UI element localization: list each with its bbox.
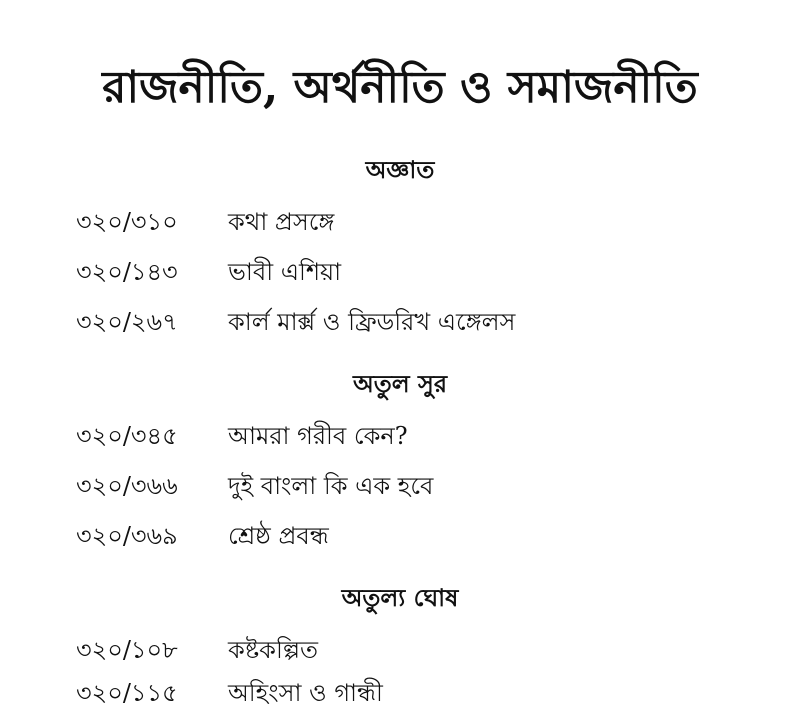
book-title: আমরা গরীব কেন? — [228, 422, 408, 450]
call-number: ৩২০/১১৫ — [76, 679, 178, 707]
page-title: রাজনীতি, অর্থনীতি ও সমাজনীতি — [102, 62, 698, 113]
list-item — [76, 469, 433, 503]
list-item — [76, 305, 515, 339]
call-number: ৩২০/১৪৩ — [76, 258, 178, 286]
call-number: ৩২০/৩৪৫ — [76, 422, 178, 450]
list-item — [76, 519, 329, 553]
book-title: অহিংসা ও গান্ধী — [228, 679, 383, 707]
list-item — [76, 633, 318, 667]
author-heading: অতুল্য ঘোষ — [341, 583, 459, 612]
book-title: কথা প্রসঙ্গে — [228, 208, 335, 236]
book-title: কার্ল মার্ক্স ও ফ্রিডরিখ এঙ্গেলস — [228, 308, 516, 336]
list-item — [76, 676, 383, 710]
list-item — [76, 255, 341, 289]
call-number: ৩২০/৩৬৯ — [76, 522, 178, 550]
call-number: ৩২০/১০৮ — [76, 636, 178, 664]
book-title: ভাবী এশিয়া — [228, 258, 342, 286]
author-heading: অতুল সুর — [352, 369, 448, 398]
call-number: ৩২০/২৬৭ — [76, 308, 178, 336]
author-heading: অজ্ঞাত — [365, 155, 435, 184]
list-item — [76, 419, 408, 453]
call-number: ৩২০/৩১০ — [76, 208, 178, 236]
book-title: দুই বাংলা কি এক হবে — [228, 472, 434, 500]
book-title: শ্রেষ্ঠ প্রবন্ধ — [228, 522, 329, 550]
list-item — [76, 205, 334, 239]
call-number: ৩২০/৩৬৬ — [76, 472, 178, 500]
book-title: কষ্টকল্পিত — [228, 636, 318, 664]
